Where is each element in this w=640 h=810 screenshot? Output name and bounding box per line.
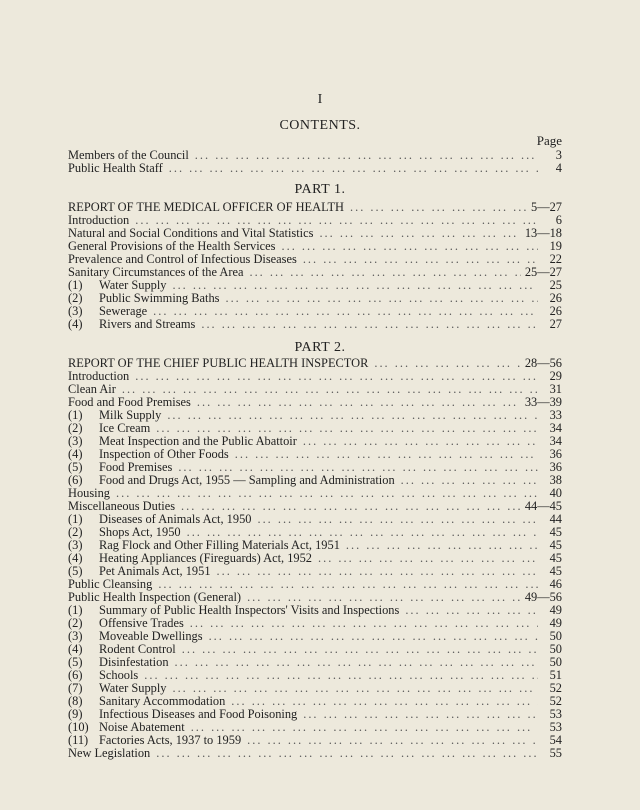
toc-entry-label: Disinfestation [99, 655, 169, 669]
toc-entry-page: 4 [555, 161, 562, 175]
toc-entry-label: Schools [99, 668, 139, 682]
dot-leader [344, 201, 527, 214]
toc-entry-page: 50 [549, 642, 562, 656]
toc-entry-label: Public Cleansing [68, 577, 153, 591]
dot-leader [211, 565, 538, 578]
toc-entry-page: 45 [549, 525, 562, 539]
toc-entry-label: REPORT OF THE CHIEF PUBLIC HEALTH INSPECTOR [68, 356, 369, 370]
dot-leader [241, 734, 538, 747]
dot-leader [147, 305, 538, 318]
toc-entry-number: (4) [68, 642, 83, 656]
dot-leader [150, 747, 538, 760]
toc-entry-page: 13—18 [524, 226, 562, 240]
toc-entry-label: Public Health Inspection (General) [68, 590, 242, 604]
toc-entry-label: Noise Abatement [99, 720, 185, 734]
toc-entry-label: Food Premises [99, 460, 173, 474]
contents-title: CONTENTS. [279, 118, 361, 133]
toc-entry-number: (11) [68, 733, 89, 747]
toc-entry [68, 357, 562, 370]
toc-entry-page: 51 [549, 668, 562, 682]
dot-leader [297, 253, 538, 266]
part1-list [68, 201, 562, 331]
toc-entry-label: Summary of Public Health Inspectors' Visits and Inspections [99, 603, 400, 617]
toc-entry-page: 53 [549, 720, 562, 734]
dot-leader [229, 448, 538, 461]
toc-entry-number: (1) [68, 278, 83, 292]
toc-entry [68, 162, 562, 175]
dot-leader [191, 396, 521, 409]
toc-entry-page: 40 [549, 486, 562, 500]
toc-entry-page: 50 [549, 655, 562, 669]
toc-entry-label: Introduction [68, 213, 130, 227]
dot-leader [312, 552, 538, 565]
toc-entry-page: 26 [549, 304, 562, 318]
toc-entry-number: (1) [68, 603, 83, 617]
dot-leader [395, 474, 538, 487]
toc-entry-page: 25 [549, 278, 562, 292]
toc-entry-page: 29 [549, 369, 562, 383]
toc-entry-page: 3 [555, 148, 562, 162]
page-number: I [317, 92, 323, 107]
toc-entry-number: (5) [68, 655, 83, 669]
toc-entry-page: 5—27 [531, 200, 562, 214]
toc-entry-page: 19 [549, 239, 562, 253]
toc-entry-label: Infectious Diseases and Food Poisoning [99, 707, 298, 721]
toc-entry [68, 318, 562, 331]
toc-entry-page: 27 [549, 317, 562, 331]
dot-leader [243, 266, 520, 279]
toc-entry-label: Rivers and Streams [99, 317, 196, 331]
part2-list [68, 357, 562, 760]
toc-entry-number: (3) [68, 304, 83, 318]
dot-leader [313, 227, 520, 240]
toc-entry-page: 45 [549, 564, 562, 578]
toc-entry-label: Prevalence and Control of Infectious Diseases [68, 252, 297, 266]
toc-entry-number: (4) [68, 447, 83, 461]
toc-entry-label: Sanitary Accommodation [99, 694, 226, 708]
toc-entry-label: Ice Cream [99, 421, 151, 435]
dot-leader [399, 604, 538, 617]
toc-entry [68, 370, 562, 383]
toc-entry-label: Miscellaneous Duties [68, 499, 176, 513]
toc-entry-label: Milk Supply [99, 408, 162, 422]
toc-entry-label: Water Supply [99, 278, 167, 292]
toc-entry-label: Natural and Social Conditions and Vital Statistics [68, 226, 314, 240]
toc-entry-number: (3) [68, 629, 83, 643]
toc-entry-label: Food and Drugs Act, 1955 — Sampling and Administration [99, 473, 395, 487]
toc-entry-number: (4) [68, 317, 83, 331]
toc-entry-page: 49 [549, 603, 562, 617]
dot-leader [166, 279, 538, 292]
dot-leader [184, 617, 538, 630]
toc-entry-number: (3) [68, 434, 83, 448]
toc-entry-page: 49 [549, 616, 562, 630]
toc-entry [68, 747, 562, 760]
toc-entry-number: (7) [68, 681, 83, 695]
dot-leader [219, 292, 538, 305]
part1-title: PART 1. [294, 182, 346, 197]
page-column-heading: Page [536, 133, 562, 148]
toc-entry-page: 28—56 [524, 356, 562, 370]
toc-entry-page: 46 [549, 577, 562, 591]
toc-entry [68, 201, 562, 214]
toc-entry-number: (6) [68, 668, 83, 682]
toc-entry-page: 6 [555, 213, 562, 227]
toc-entry-page: 45 [549, 538, 562, 552]
toc-entry-page: 50 [549, 629, 562, 643]
toc-entry [68, 656, 562, 669]
toc-entry-number: (2) [68, 616, 83, 630]
toc-entry-number: (8) [68, 694, 83, 708]
toc-entry-page: 52 [549, 681, 562, 695]
toc-entry-label: Housing [68, 486, 110, 500]
toc-entry-label: New Legislation [68, 746, 151, 760]
toc-entry-page: 54 [549, 733, 562, 747]
dot-leader [297, 435, 538, 448]
dot-leader [340, 539, 538, 552]
toc-entry-page: 36 [549, 447, 562, 461]
dot-leader [176, 643, 538, 656]
toc-entry-page: 49—56 [524, 590, 562, 604]
toc-entry-number: (1) [68, 408, 83, 422]
toc-entry-page: 44 [549, 512, 562, 526]
toc-entry-page: 52 [549, 694, 562, 708]
toc-entry-label: Rodent Control [99, 642, 176, 656]
toc-entry-label: Members of the Council [68, 148, 189, 162]
toc-entry-label: Inspection of Other Foods [99, 447, 229, 461]
toc-entry-page: 36 [549, 460, 562, 474]
toc-entry-label: Pet Animals Act, 1951 [99, 564, 211, 578]
toc-entry-label: Diseases of Animals Act, 1950 [99, 512, 252, 526]
toc-entry-number: (3) [68, 538, 83, 552]
toc-entry-page: 34 [549, 434, 562, 448]
part2-title: PART 2. [294, 340, 346, 355]
dot-leader [169, 656, 538, 669]
toc-entry-number: (9) [68, 707, 83, 721]
toc-entry-number: (1) [68, 512, 83, 526]
toc-entry-label: Introduction [68, 369, 130, 383]
toc-entry-number: (5) [68, 564, 83, 578]
dot-leader [161, 409, 538, 422]
toc-entry-label: Public Health Staff [68, 161, 163, 175]
dot-leader [189, 149, 538, 162]
toc-entry-label: Shops Act, 1950 [99, 525, 181, 539]
front-matter-list [68, 149, 562, 175]
toc-entry-page: 45 [549, 551, 562, 565]
toc-entry-page: 25—27 [524, 265, 562, 279]
toc-entry-label: Public Swimming Baths [99, 291, 220, 305]
toc-entry-label: Sanitary Circumstances of the Area [68, 265, 244, 279]
toc-entry-number: (2) [68, 291, 83, 305]
toc-entry-label: Clean Air [68, 382, 116, 396]
dot-leader [195, 318, 538, 331]
toc-entry-page: 22 [549, 252, 562, 266]
toc-entry-label: Factories Acts, 1937 to 1959 [99, 733, 242, 747]
toc-entry-number: (6) [68, 473, 83, 487]
toc-entry-number: (10) [68, 720, 89, 734]
toc-entry-page: 44—45 [524, 499, 562, 513]
dot-leader [276, 240, 539, 253]
dot-leader [129, 370, 538, 383]
dot-leader [251, 513, 538, 526]
toc-entry-label: Rag Flock and Other Filling Materials Act, 1951 [99, 538, 340, 552]
toc-entry-page: 53 [549, 707, 562, 721]
toc-entry-page: 33 [549, 408, 562, 422]
toc-entry-label: Sewerage [99, 304, 148, 318]
toc-entry-label: Offensive Trades [99, 616, 184, 630]
dot-leader [368, 357, 520, 370]
toc-entry-page: 31 [549, 382, 562, 396]
toc-entry-page: 38 [549, 473, 562, 487]
toc-entry-number: (5) [68, 460, 83, 474]
toc-entry-page: 33—39 [524, 395, 562, 409]
toc-entry-number: (2) [68, 525, 83, 539]
toc-entry-label: Heating Appliances (Fireguards) Act, 1952 [99, 551, 312, 565]
toc-entry-number: (2) [68, 421, 83, 435]
dot-leader [297, 708, 538, 721]
toc-entry-label: General Provisions of the Health Services [68, 239, 276, 253]
toc-entry-page: 34 [549, 421, 562, 435]
toc-entry-label: Water Supply [99, 681, 167, 695]
toc-entry-number: (4) [68, 551, 83, 565]
dot-leader [138, 669, 538, 682]
toc-entry-label: Moveable Dwellings [99, 629, 203, 643]
dot-leader [203, 630, 538, 643]
toc-entry-label: REPORT OF THE MEDICAL OFFICER OF HEALTH [68, 200, 345, 214]
toc-entry-page: 55 [549, 746, 562, 760]
toc-entry-page: 26 [549, 291, 562, 305]
toc-entry-label: Food and Food Premises [68, 395, 191, 409]
dot-leader [163, 162, 538, 175]
toc-entry-label: Meat Inspection and the Public Abattoir [99, 434, 297, 448]
toc-entry [68, 474, 562, 487]
